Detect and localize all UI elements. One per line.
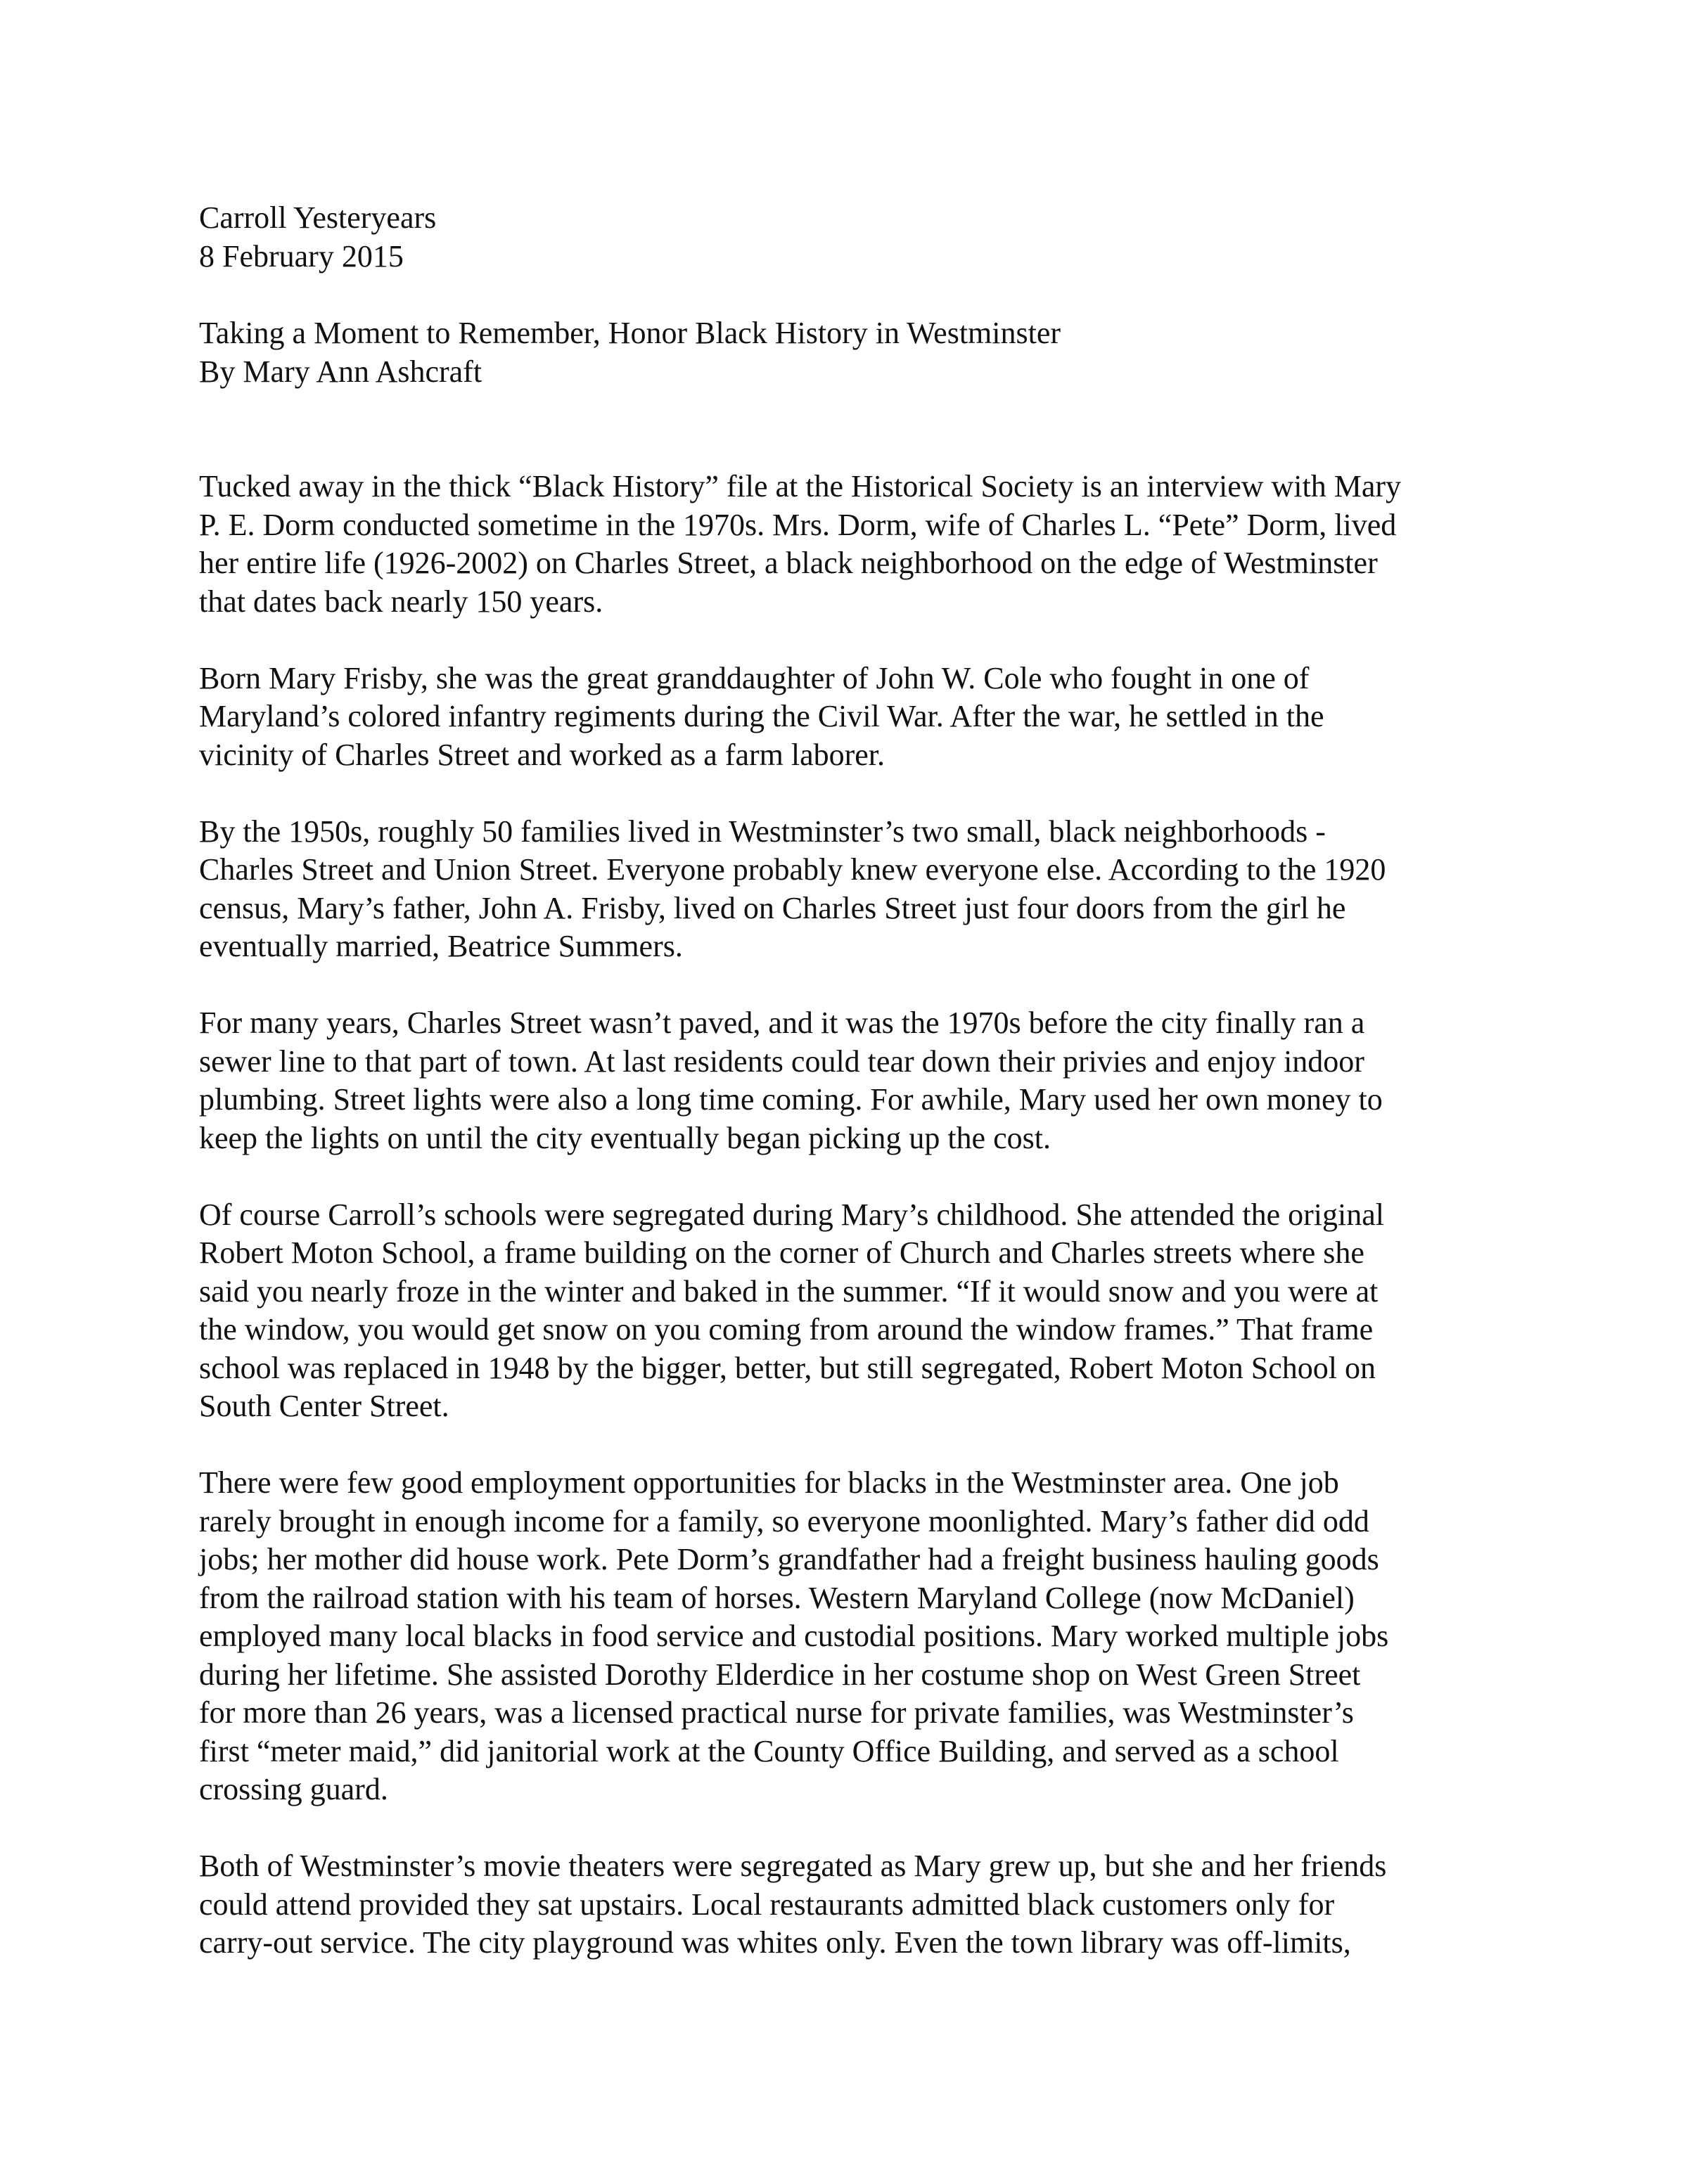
text-line: for more than 26 years, was a licensed practical nurse for private families, was Westminster’s [199,1695,1354,1730]
paragraph-2 [199,660,1521,775]
article-heading [199,314,1521,391]
text-line: that dates back nearly 150 years. [199,584,603,619]
text-line: first “meter maid,” did janitorial work at the County Office Building, and served as a school [199,1733,1339,1768]
text-line: South Center Street. [199,1389,449,1423]
text-line: vicinity of Charles Street and worked as a farm laborer. [199,737,885,772]
text-line: Born Mary Frisby, she was the great granddaughter of John W. Cole who fought in one of [199,660,1310,695]
text-line: school was replaced in 1948 by the bigger, better, but still segregated, Robert Moton School on [199,1350,1376,1385]
paragraph-3 [199,813,1521,966]
text-line: eventually married, Beatrice Summers. [199,929,683,963]
text-line: Robert Moton School, a frame building on the corner of Church and Charles streets where she [199,1235,1364,1270]
text-line: For many years, Charles Street wasn’t paved, and it was the 1970s before the city finally ran a [199,1006,1365,1040]
text-line: By the 1950s, roughly 50 families lived in Westminster’s two small, black neighborhoods - [199,814,1326,849]
publication-date: 8 February 2015 [199,238,404,274]
paragraph-1 [199,468,1521,621]
text-line: Tucked away in the thick “Black History” file at the Historical Society is an interview with Mary [199,469,1402,503]
text-line: the window, you would get snow on you coming from around the window frames.” That frame [199,1312,1374,1347]
paragraph-7 [199,1847,1521,1963]
text-line: sewer line to that part of town. At last residents could tear down their privies and enjoy indoor [199,1043,1364,1079]
article-byline: By Mary Ann Ashcraft [199,354,482,389]
text-line: Of course Carroll’s schools were segregated during Mary’s childhood. She attended the original [199,1197,1384,1232]
text-line: Maryland’s colored infantry regiments during the Civil War. After the war, he settled in the [199,699,1324,733]
text-line: from the railroad station with his team of horses. Western Maryland College (now McDaniel) [199,1580,1355,1615]
column-header [199,199,1521,276]
text-line: Both of Westminster’s movie theaters were segregated as Mary grew up, but she and her friends [199,1849,1387,1883]
article-body [199,468,1521,2000]
paragraph-5 [199,1196,1521,1426]
text-line: census, Mary’s father, John A. Frisby, lived on Charles Street just four doors from the girl he [199,890,1346,925]
text-line: crossing guard. [199,1772,388,1806]
text-line: during her lifetime. She assisted Dorothy Elderdice in her costume shop on West Green Street [199,1657,1361,1692]
text-line: could attend provided they sat upstairs. Local restaurants admitted black customers only for [199,1887,1335,1922]
text-line: plumbing. Street lights were also a long time coming. For awhile, Mary used her own money to [199,1082,1383,1117]
text-line: Charles Street and Union Street. Everyone probably knew everyone else. According to the 1920 [199,852,1386,887]
column-name: Carroll Yesteryears [199,200,437,235]
text-line: carry-out service. The city playground was whites only. Even the town library was off-limits, [199,1925,1351,1960]
text-line: rarely brought in enough income for a family, so everyone moonlighted. Mary’s father did odd [199,1503,1369,1539]
text-line: her entire life (1926-2002) on Charles Street, a black neighborhood on the edge of Westminster [199,546,1378,580]
paragraph-4 [199,1004,1521,1157]
text-line: employed many local blacks in food service and custodial positions. Mary worked multiple jobs [199,1619,1389,1653]
text-line: keep the lights on until the city eventually began picking up the cost. [199,1120,1051,1155]
text-line: P. E. Dorm conducted sometime in the 1970s. Mrs. Dorm, wife of Charles L. “Pete” Dorm, lived [199,507,1397,542]
text-line: said you nearly froze in the winter and baked in the summer. “If it would snow and you were at [199,1273,1379,1309]
text-line: There were few good employment opportunities for blacks in the Westminster area. One job [199,1465,1339,1500]
article-title: Taking a Moment to Remember, Honor Black History in Westminster [199,316,1061,350]
paragraph-6 [199,1464,1521,1809]
text-line: jobs; her mother did house work. Pete Dorm’s grandfather had a freight business hauling goods [199,1542,1379,1576]
